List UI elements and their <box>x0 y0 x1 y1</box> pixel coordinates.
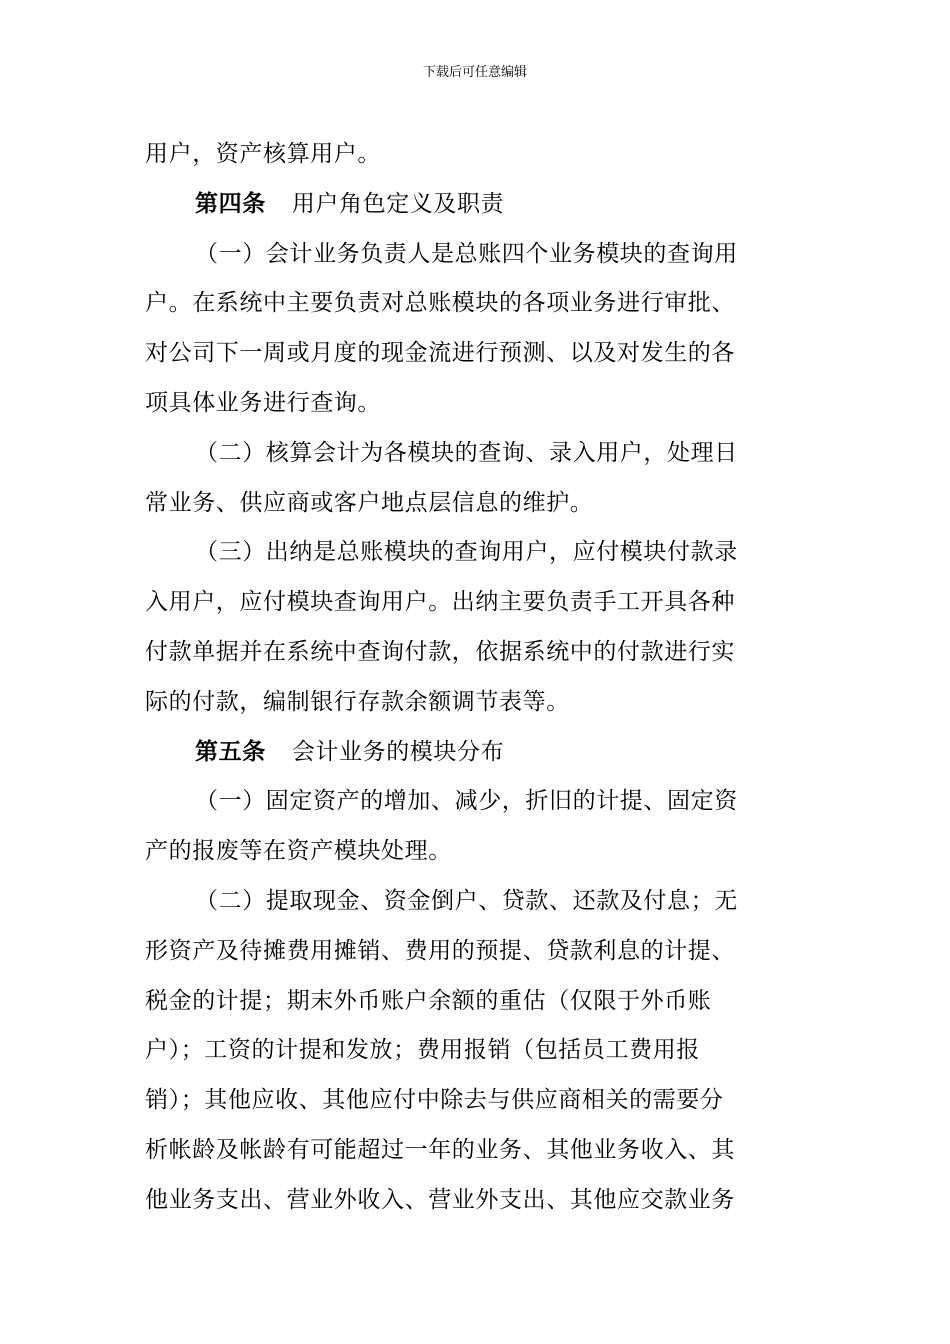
line-text: 用户角色定义及职责 <box>291 190 505 217</box>
line-text: 常业务、供应商或客户地点层信息的维护。 <box>145 489 594 516</box>
paragraph-line <box>145 329 805 379</box>
article-number: 第五条 <box>195 738 266 765</box>
line-text: 税金的计提；期末外币账户余额的重估（仅限于外币账 <box>145 987 712 1014</box>
line-text: 销）；其他应收、其他应付中除去与供应商相关的需要分 <box>145 1087 724 1114</box>
paragraph-line <box>145 777 805 827</box>
line-text: （一）固定资产的增加、减少，折旧的计提、固定资 <box>195 788 738 815</box>
paragraph-line <box>145 927 805 977</box>
paragraph-line <box>145 977 805 1027</box>
paragraph-line <box>145 1126 805 1176</box>
paragraph-line <box>145 528 805 578</box>
line-text: 项具体业务进行查询。 <box>145 389 381 416</box>
page-header: 下载后可任意编辑 <box>422 65 527 80</box>
line-text: 户。在系统中主要负责对总账模块的各项业务进行审批、 <box>145 290 735 317</box>
article-heading-line <box>145 180 805 230</box>
line-text: 入用户，应付模块查询用户。出纳主要负责手工开具各种 <box>145 589 735 616</box>
article-heading-line <box>145 728 805 778</box>
paragraph-line <box>145 379 805 429</box>
line-text: 际的付款，编制银行存款余额调节表等。 <box>145 688 570 715</box>
paragraph-line <box>145 130 805 180</box>
line-text: 产的报废等在资产模块处理。 <box>145 838 452 865</box>
line-text: （二）提取现金、资金倒户、贷款、还款及付息；无 <box>195 887 738 914</box>
paragraph-line <box>145 230 805 280</box>
line-text: （三）出纳是总账模块的查询用户，应付模块付款录 <box>195 539 738 566</box>
paragraph-line <box>145 1026 805 1076</box>
paragraph-line <box>145 1176 805 1226</box>
paragraph-line <box>145 628 805 678</box>
line-text: 用户，资产核算用户。 <box>145 141 381 167</box>
line-text: （一）会计业务负责人是总账四个业务模块的查询用 <box>195 240 738 267</box>
line-text: 会计业务的模块分布 <box>291 738 505 765</box>
paragraph-line <box>145 827 805 877</box>
line-text: 析帐龄及帐龄有可能超过一年的业务、其他业务收入、其 <box>145 1136 735 1163</box>
line-text: 对公司下一周或月度的现金流进行预测、以及对发生的各 <box>145 340 735 367</box>
line-text: 他业务支出、营业外收入、营业外支出、其他应交款业务 <box>145 1186 735 1213</box>
paragraph-line <box>145 279 805 329</box>
line-text: 付款单据并在系统中查询付款，依据系统中的付款进行实 <box>145 638 735 665</box>
paragraph-line <box>145 877 805 927</box>
paragraph-line <box>145 1076 805 1126</box>
article-number: 第四条 <box>195 190 266 217</box>
line-text: 形资产及待摊费用摊销、费用的预提、贷款利息的计提、 <box>145 937 735 964</box>
paragraph-line <box>145 479 805 529</box>
paragraph-line <box>145 578 805 628</box>
line-text: 户）；工资的计提和发放；费用报销（包括员工费用报 <box>145 1037 700 1064</box>
paragraph-line <box>145 429 805 479</box>
paragraph-line <box>145 678 805 728</box>
line-text: （二）核算会计为各模块的查询、录入用户，处理日 <box>195 439 738 466</box>
document-body <box>145 130 805 1226</box>
